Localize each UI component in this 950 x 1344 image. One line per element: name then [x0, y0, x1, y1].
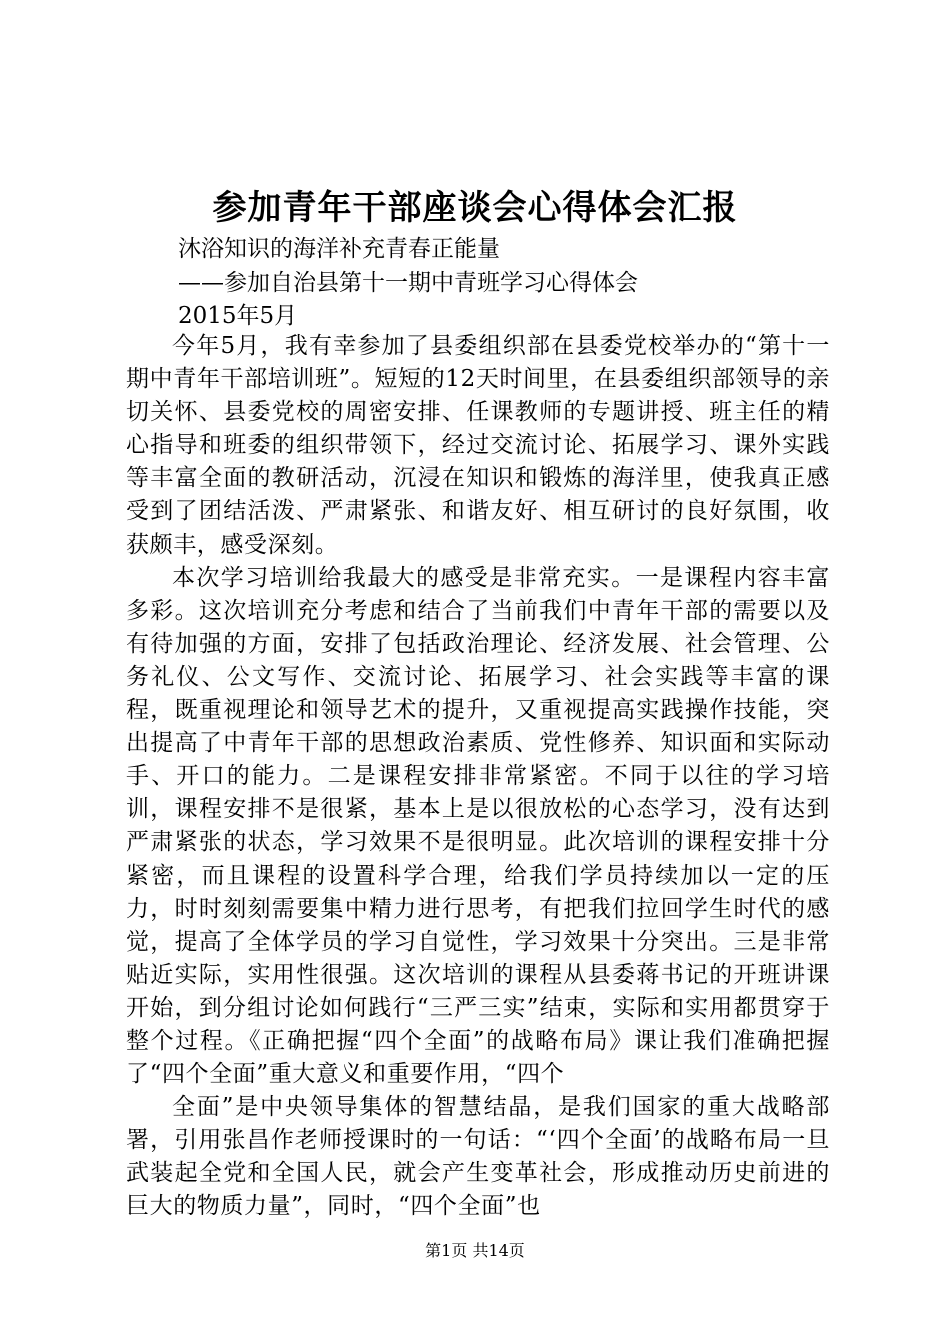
body-paragraph: 今年5月，我有幸参加了县委组织部在县委党校举办的“第十一期中青年干部培训班”。短短的12天时间里，在县委组织部领导的亲切关怀、县委党校的周密安排、任课教师的专题讲授、班主任的精心指导和班委的组织带领下，经过交流讨论、拓展学习、课外实践等丰富全面的教研活动，沉浸在知识和锻炼的海洋里，使我真正感受到了团结活泼、严肃紧张、和谐友好、相互研讨的良好氛围，收获颇丰，感受深刻。 [126, 333, 830, 558]
subtitle-line-1: 沐浴知识的海洋补充青春正能量 [178, 236, 500, 262]
body-paragraph: 本次学习培训给我最大的感受是非常充实。一是课程内容丰富多彩。这次培训充分考虑和结合了当前我们中青年干部的需要以及有待加强的方面，安排了包括政治理论、经济发展、社会管理、公务礼仪、公文写作、交流讨论、拓展学习、社会实践等丰富的课程，既重视理论和领导艺术的提升，又重视提高实践操作技能，突出提高了中青年干部的思想政治素质、党性修养、知识面和实际动手、开口的能力。二是课程安排非常紧密。不同于以往的学习培训，课程安排不是很紧，基本上是以很放松的心态学习，没有达到严肃紧张的状态，学习效果不是很明显。此次培训的课程安排十分紧密，而且课程的设置科学合理，给我们学员持续加以一定的压力，时时刻刻需要集中精力进行思考，有把我们拉回学生时代的感觉，提高了全体学员的学习自觉性，学习效果十分突出。三是非常贴近实际，实用性很强。这次培训的课程从县委蒋书记的开班讲课开始，到分组讨论如何践行“三严三实”结束，实际和实用都贯穿于整个过程。《正确把握“四个全面”的战略布局》课让我们准确把握了“四个全面”重大意义和重要作用，“四个 [126, 564, 830, 1088]
subtitle-line-2: ——参加自治县第十一期中青班学习心得体会 [178, 270, 638, 296]
document-date: 2015年5月 [178, 303, 298, 329]
document-body [126, 330, 830, 1224]
document-title: 参加青年干部座谈会心得体会汇报 [212, 188, 738, 228]
page-number-footer: 第1页 共14页 [425, 1241, 525, 1260]
body-paragraph: 全面”是中央领导集体的智慧结晶，是我们国家的重大战略部署，引用张昌作老师授课时的一句话：“‘四个全面’的战略布局一旦武装起全党和全国人民，就会产生变革社会，形成推动历史前进的巨大的物质力量”，同时，“四个全面”也 [126, 1094, 830, 1220]
